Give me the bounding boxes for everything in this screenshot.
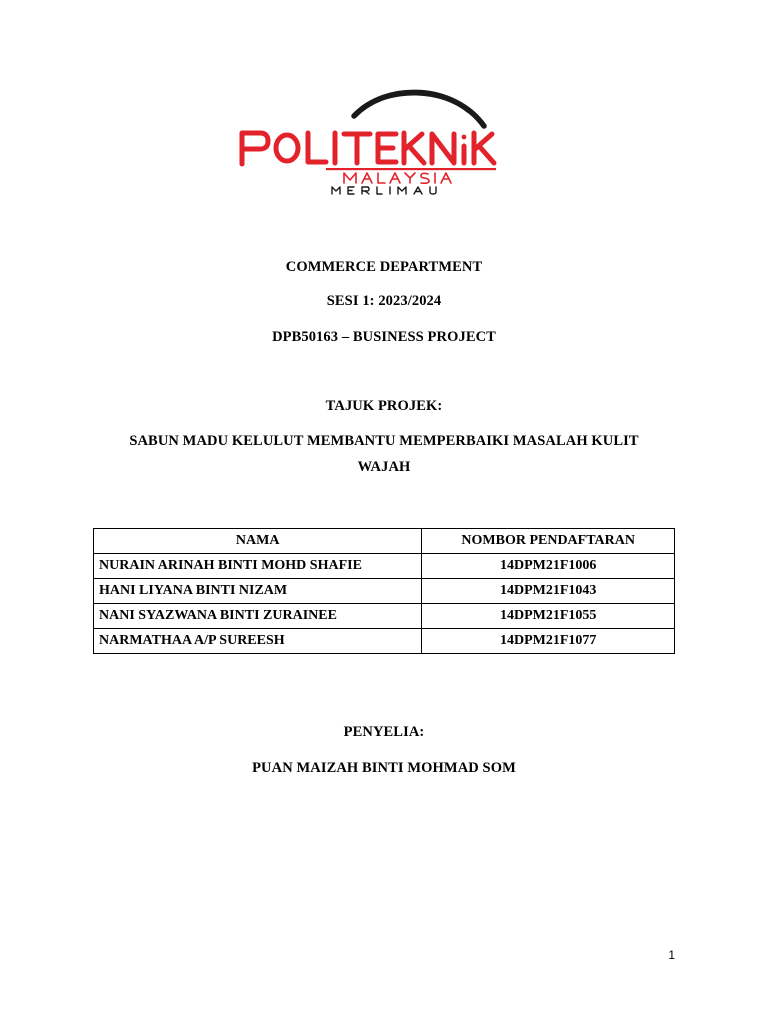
supervisor-label: PENYELIA: <box>343 724 425 740</box>
member-registration-number: 14DPM21F1077 <box>422 629 675 654</box>
table-row <box>94 604 675 629</box>
members-table <box>93 528 675 654</box>
department-heading: COMMERCE DEPARTMENT <box>285 259 483 275</box>
project-title-line-2: WAJAH <box>357 459 411 475</box>
member-name: HANI LIYANA BINTI NIZAM <box>94 579 422 604</box>
table-row <box>94 629 675 654</box>
member-registration-number: 14DPM21F1043 <box>422 579 675 604</box>
column-header-registration: NOMBOR PENDAFTARAN <box>422 529 675 554</box>
table-row <box>94 579 675 604</box>
member-name: NANI SYAZWANA BINTI ZURAINEE <box>94 604 422 629</box>
column-header-name: NAMA <box>94 529 422 554</box>
course-heading: DPB50163 – BUSINESS PROJECT <box>272 329 496 345</box>
project-title-line-1: SABUN MADU KELULUT MEMBANTU MEMPERBAIKI MASALAH KULIT <box>129 433 639 449</box>
page-number: 1 <box>668 948 675 962</box>
member-registration-number: 14DPM21F1055 <box>422 604 675 629</box>
member-name: NARMATHAA A/P SUREESH <box>94 629 422 654</box>
supervisor-name: PUAN MAIZAH BINTI MOHMAD SOM <box>252 760 516 776</box>
table-header-row <box>94 529 675 554</box>
session-heading: SESI 1: 2023/2024 <box>326 293 442 309</box>
project-title-label: TAJUK PROJEK: <box>325 398 443 414</box>
member-name: NURAIN ARINAH BINTI MOHD SHAFIE <box>94 554 422 579</box>
logo-graphic <box>236 86 526 196</box>
member-registration-number: 14DPM21F1006 <box>422 554 675 579</box>
politeknik-malaysia-logo <box>236 86 526 196</box>
table-row <box>94 554 675 579</box>
